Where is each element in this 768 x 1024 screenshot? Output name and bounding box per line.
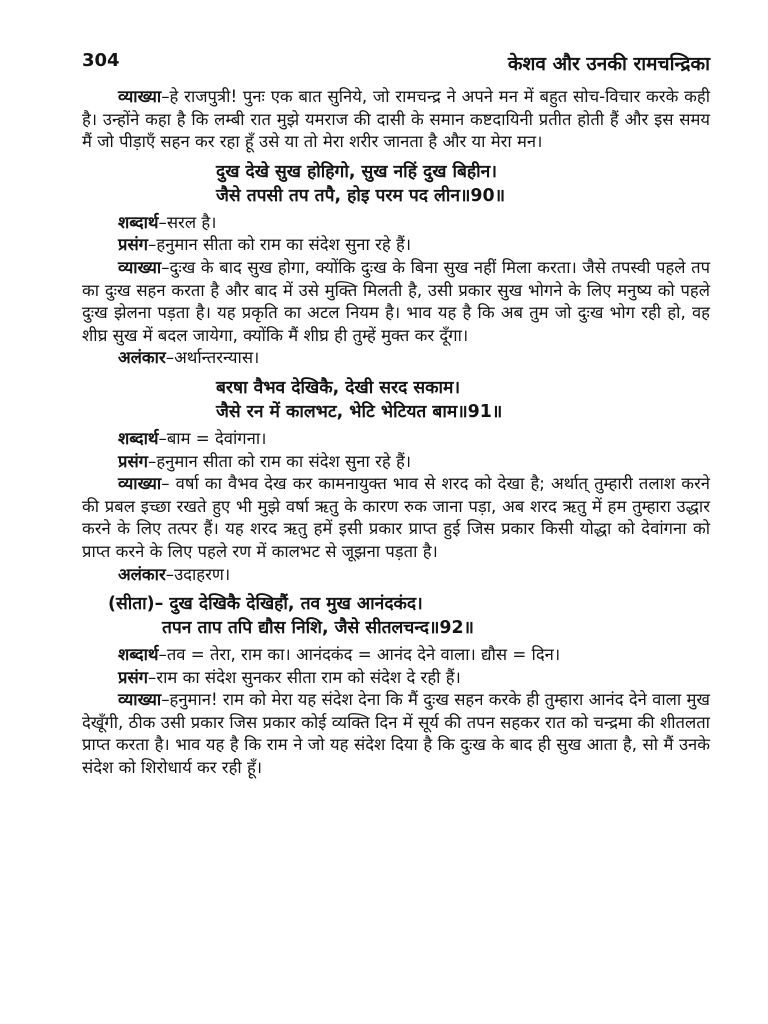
sabdarth-label: शब्दार्थ: [118, 428, 159, 448]
alankar-text: –अर्थान्तरन्यास।: [165, 348, 260, 368]
running-title: केशव और उनकी रामचन्द्रिका: [507, 53, 710, 75]
verse-91-line-2: जैसे रन में कालभट, भेटि भेटियत बाम॥91॥: [216, 401, 503, 422]
sabdarth-92: [82, 644, 710, 667]
sabdarth-label: शब्दार्थ: [118, 212, 159, 232]
prasang-text: –हनुमान सीता को राम का संदेश सुना रहे हैं।: [148, 235, 412, 255]
alankar-label: अलंकार: [118, 348, 166, 368]
verse-91: [82, 376, 710, 424]
alankar-91: [82, 564, 710, 587]
prasang-91: [82, 451, 710, 474]
vyakhya-92: [82, 689, 710, 779]
verse-90-line-2: जैसे तपसी तप तपै, होइ परम पद लीन॥90॥: [216, 185, 506, 206]
alankar-90: [82, 347, 710, 370]
prasang-text: –हनुमान सीता को राम का संदेश सुना रहे हैं।: [148, 451, 412, 471]
prasang-label: प्रसंग: [118, 235, 149, 255]
vyakhya-label: व्याख्या: [118, 257, 162, 277]
vyakhya-text: –हनुमान! राम को मेरा यह संदेश देना कि मैं दुःख सहन करके ही तुम्हारा आनंद देने वाला मुख देखूँगी, ठीक उसी प्रकार जिस प्रकार कोई व्यक्ति दिन में सूर्य की तपन सहकर रात को चन्द्रमा की शीतलता प्राप्त करता है। भाव यह है कि राम ने जो यह संदेश दिया है कि दुःख के बाद ही सुख आता है, सो मैं उनके संदेश को शिरोधार्य कर रही हूँ।: [82, 690, 710, 778]
vyakhya-text: –हे राजपुत्री! पुनः एक बात सुनिये, जो रामचन्द्र ने अपने मन में बहुत सोच-विचार करके कही है। उन्होंने कहा है कि लम्बी रात मुझे यमराज की दासी के समान कष्टदायिनी प्रतीत होती हैं और इस समय मैं जो पीड़ाएँ सहन कर रहा हूँ उसे या तो मेरा शरीर जानता है और या मेरा मन।: [82, 87, 710, 152]
verse-90: [82, 160, 710, 208]
prasang-label: प्रसंग: [118, 451, 149, 471]
sabdarth-label: शब्दार्थ: [118, 645, 159, 665]
alankar-text: –उदाहरण।: [165, 564, 231, 584]
verse-92-line-1: (सीता)– दुख देखिकै देखिहौं, तव मुख आनंदकंद।: [108, 594, 423, 615]
prasang-92: [82, 667, 710, 690]
alankar-label: अलंकार: [118, 564, 166, 584]
commentary-paragraph-1: [82, 86, 710, 154]
vyakhya-label: व्याख्या: [118, 690, 162, 710]
vyakhya-90: [82, 257, 710, 347]
page-number: 304: [82, 50, 120, 71]
sabdarth-text: –तव = तेरा, राम का। आनंदकंद = आनंद देने वाला। द्यौस = दिन।: [158, 645, 561, 665]
verse-92: [82, 592, 710, 640]
verse-90-line-1: दुख देखे सुख होहिगो, सुख नहिं दुख बिहीन।: [216, 161, 497, 182]
vyakhya-text: – वर्षा का वैभव देख कर कामनायुक्त भाव से शरद को देखा है; अर्थात् तुम्हारी तलाश करने की प्रबल इच्छा रखते हुए भी मुझे वर्षा ऋतु के कारण रुक जाना पड़ा, अब शरद ऋतु में हम तुम्हारा उद्धार करने के लिए तत्पर हैं। यह शरद ऋतु हमें इसी प्रकार प्राप्त हुई जिस प्रकार किसी योद्धा को देवांगना को प्राप्त करने के लिए पहले रण में कालभट से जूझना पड़ता है।: [82, 474, 710, 561]
sabdarth-text: –बाम = देवांगना।: [158, 428, 267, 448]
vyakhya-text: –दुःख के बाद सुख होगा, क्योंकि दुःख के बिना सुख नहीं मिला करता। जैसे तपस्वी पहले तप का दुःख सहन करता है और बाद में उसे मुक्ति मिलती है, उसी प्रकार सुख भोगने के लिए मनुष्य को पहले दुःख झेलना पड़ता है। यह प्रकृति का अटल नियम है। भाव यह है कि अब तुम जो दुःख भोग रही हो, वह शीघ्र सुख में बदल जायेगा, क्योंकि मैं शीघ्र ही तुम्हें मुक्त कर दूँगा।: [82, 257, 710, 345]
page-header: [82, 50, 710, 86]
prasang-label: प्रसंग: [118, 667, 149, 687]
sabdarth-text: –सरल है।: [158, 212, 217, 232]
vyakhya-label: व्याख्या: [118, 87, 162, 106]
verse-91-line-1: बरषा वैभव देखिकै, देखी सरद सकाम।: [216, 377, 461, 398]
vyakhya-label: व्याख्या: [118, 474, 162, 494]
prasang-text: –राम का संदेश सुनकर सीता राम को संदेश दे रही हैं।: [148, 667, 461, 687]
prasang-90: [82, 234, 710, 257]
verse-92-line-2: तपन ताप तपि द्यौस निशि, जैसे सीतलचन्द॥92॥: [162, 618, 474, 639]
sabdarth-91: [82, 428, 710, 451]
sabdarth-90: [82, 212, 710, 235]
vyakhya-91: [82, 473, 710, 563]
